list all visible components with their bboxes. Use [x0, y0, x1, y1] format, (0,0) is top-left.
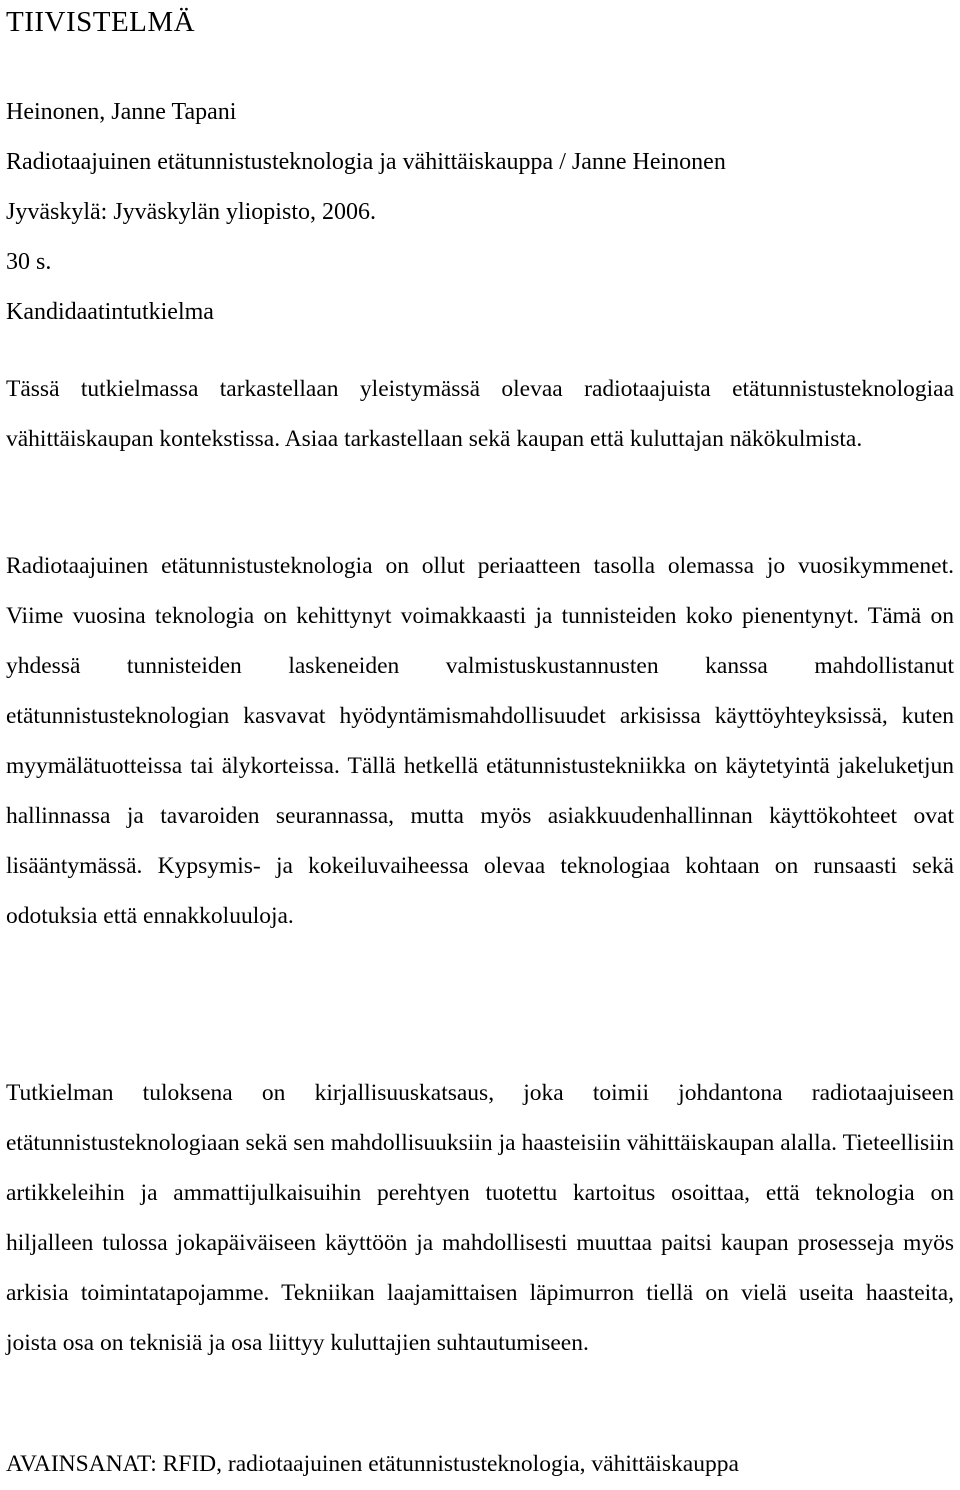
keywords-line: AVAINSANAT: RFID, radiotaajuinen etätunnistusteknologia, vähittäiskauppa — [6, 1451, 739, 1477]
page-count: 30 s. — [6, 249, 52, 275]
page-title: TIIVISTELMÄ — [6, 6, 196, 38]
author-name: Heinonen, Janne Tapani — [6, 99, 237, 125]
abstract-paragraph-3: Tutkielman tuloksena on kirjallisuuskatsaus, joka toimii johdantona radiotaajuiseen etätunnistusteknologiaan sekä sen mahdollisuuksiin ja haasteisiin vähittäiskaupan alalla. Tieteellisiin artikkeleihin ja ammattijulkaisuihin perehtyen tuotettu kartoitus osoittaa, että teknologia on hiljalleen tulossa jokapäiväiseen käyttöön ja mahdollisesti muuttaa paitsi kaupan prosesseja myös arkisia toimintatapojamme. Tekniikan laajamittaisen läpimurron tiellä on vielä useita haasteita, joista osa on teknisiä ja osa liittyy kuluttajien suhtautumiseen. — [6, 1080, 954, 1356]
thesis-title: Radiotaajuinen etätunnistusteknologia ja vähittäiskauppa / Janne Heinonen — [6, 149, 726, 175]
abstract-paragraph-2: Radiotaajuinen etätunnistusteknologia on ollut periaatteen tasolla olemassa jo vuosikymmenet. Viime vuosina teknologia on kehittynyt voimakkaasti ja tunnisteiden koko pienentynyt. Tämä on yhdessä tunnisteiden laskeneiden valmistuskustannusten kanssa mahdollistanut etätunnistusteknologian kasvavat hyödyntämismahdollisuudet arkisissa käyttöyhteyksissä, kuten myymälätuotteissa tai älykorteissa. Tällä hetkellä etätunnistustekniikka on käytetyintä jakeluketjun hallinnassa ja tavaroiden seurannassa, mutta myös asiakkuudenhallinnan käyttökohteet ovat lisääntymässä. Kypsymis- ja kokeiluvaiheessa olevaa teknologiaa kohtaan on runsaasti sekä odotuksia että ennakkoluuloja. — [6, 553, 954, 929]
publisher-info: Jyväskylä: Jyväskylän yliopisto, 2006. — [6, 199, 376, 225]
abstract-paragraph-1: Tässä tutkielmassa tarkastellaan yleistymässä olevaa radiotaajuista etätunnistusteknologiaa vähittäiskaupan kontekstissa. Asiaa tarkastellaan sekä kaupan että kuluttajan näkökulmista. — [6, 376, 954, 452]
bibliographic-info — [6, 87, 958, 337]
thesis-type: Kandidaatintutkielma — [6, 299, 214, 325]
